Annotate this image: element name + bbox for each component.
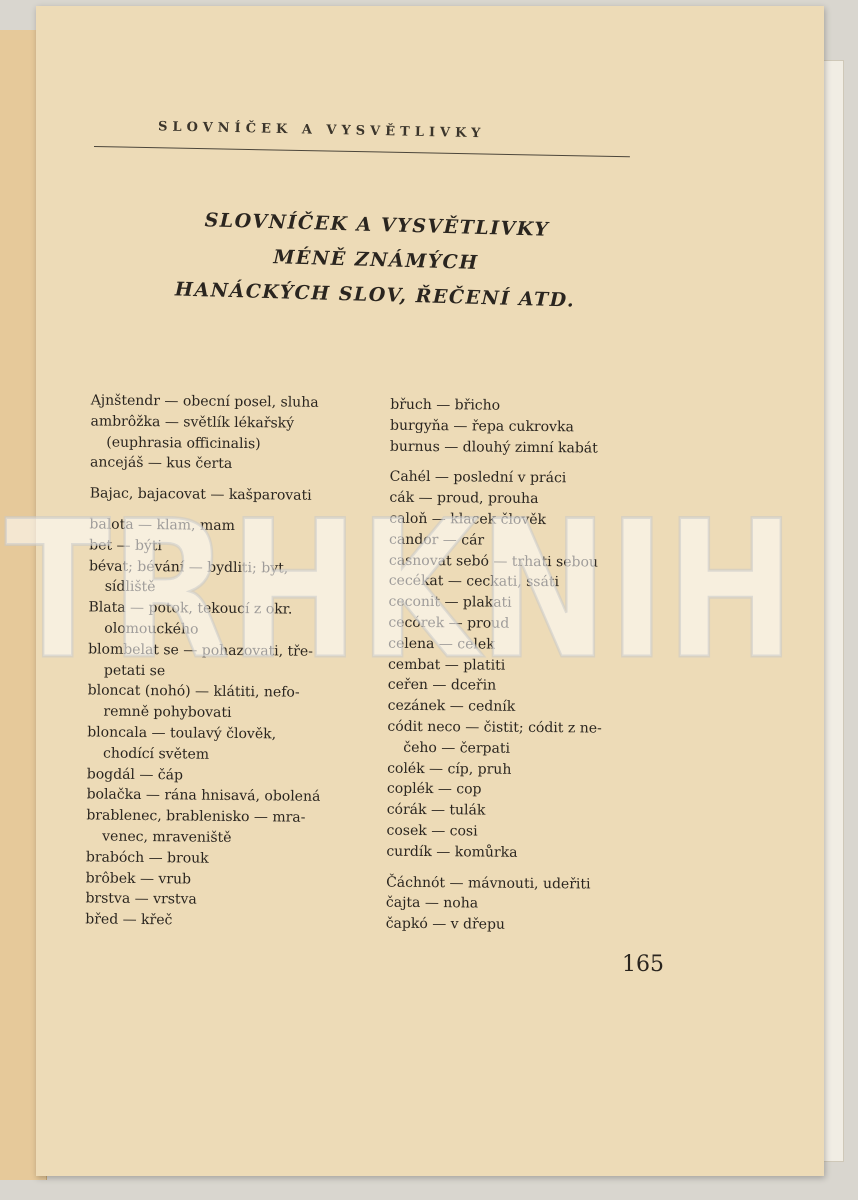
glossary-entry: cák — proud, prouha — [389, 489, 539, 508]
glossary-entry: břed — křeč — [85, 911, 173, 929]
running-head: SLOVNÍČEK A VYSVĚTLIVKY — [157, 119, 486, 142]
title-line: HANÁCKÝCH SLOV, ŘEČENÍ ATD. — [174, 278, 576, 312]
glossary-entry: burnus — dlouhý zimní kabát — [389, 438, 598, 457]
title-line: MÉNĚ ZNÁMÝCH — [273, 246, 479, 274]
watermark-text: TRHKNIH — [5, 480, 795, 678]
glossary-entry: bet — býti — [89, 537, 163, 554]
glossary-entry: brablenec, brablenisko — mra- — [86, 807, 306, 826]
glossary-entry-continuation: venec, mraveniště — [102, 828, 232, 846]
glossary-entry: Cahél — poslední v práci — [389, 469, 567, 487]
glossary-entry: córák — tulák — [386, 801, 486, 819]
glossary-entry-continuation: olomouckého — [104, 620, 199, 638]
book-page — [36, 6, 824, 1176]
glossary-entry: Ajnštendr — obecní posel, sluha — [90, 392, 319, 411]
glossary-entry: curdík — komůrka — [386, 843, 518, 861]
glossary-entry-continuation: remně pohybovati — [103, 703, 232, 722]
glossary-entry-continuation: (euphrasia officinalis) — [106, 434, 261, 452]
page-number: 165 — [622, 952, 664, 977]
title-line: SLOVNÍČEK A VYSVĚTLIVKY — [204, 209, 550, 241]
glossary-entry: bogdál — čáp — [86, 765, 184, 783]
glossary-entry: bolačka — rána hnisavá, obolená — [86, 786, 321, 806]
glossary-entry: cembat — platiti — [387, 656, 506, 674]
glossary-entry: códit neco — čistit; códit z ne- — [387, 718, 602, 737]
glossary-entry: balota — klam, mam — [89, 516, 235, 534]
glossary-entry: ambrôžka — světlík lékařský — [90, 413, 295, 432]
glossary-column-left — [85, 390, 391, 933]
glossary-entry: čajta — noha — [385, 895, 479, 912]
glossary-entry-continuation: sídliště — [104, 578, 156, 596]
glossary-entry-continuation: čeho — čerpati — [403, 739, 511, 757]
glossary-entry: cosek — cosi — [386, 822, 478, 840]
glossary-entry: břuch — břicho — [390, 396, 501, 414]
glossary-entry: colék — cíp, pruh — [387, 760, 512, 778]
glossary-entry: ceřen — dceřin — [387, 677, 497, 694]
glossary-entry: bloncala — toulavý člověk, — [87, 724, 277, 743]
glossary-entry: casnovat sebó — trhati sebou — [388, 552, 599, 571]
running-head-rule — [94, 146, 630, 157]
glossary-entry: brôbek — vrub — [85, 869, 192, 888]
glossary-entry-continuation: chodící světem — [102, 745, 210, 763]
glossary-entry: Blata — potok, tekoucí z okr. — [88, 599, 293, 618]
glossary-entry-continuation: petati se — [103, 662, 166, 679]
glossary-entry: cezánek — cedník — [387, 697, 516, 715]
glossary-entry: bévat; bévání — bydliti; byt, — [88, 558, 289, 577]
glossary-entry: Bajac, bajacovat — kašparovati — [89, 485, 312, 504]
glossary-entry: cecórek — proud — [388, 614, 510, 632]
glossary-entry: bloncat (nohó) — klátiti, nefo- — [87, 682, 300, 702]
glossary-entry: ceconit — plakati — [388, 593, 512, 611]
glossary-entry: coplék — cop — [386, 781, 482, 798]
glossary-entry: blombelat se — pohazovati, tře- — [88, 641, 314, 660]
glossary-entry: burgyňa — řepa cukrovka — [390, 417, 574, 436]
glossary-entry: brstva — vrstva — [85, 890, 197, 908]
glossary-entry: ancejáš — kus čerta — [89, 454, 233, 473]
glossary-entry: caloň — klacek člověk — [389, 510, 547, 529]
chapter-title — [165, 202, 588, 319]
glossary-entry: brabóch — brouk — [85, 849, 209, 867]
glossary-column-right — [386, 395, 691, 938]
glossary-entry: čapkó — v dřepu — [385, 915, 506, 933]
glossary-entry: candor — cár — [389, 531, 485, 549]
glossary-entry: cecékat — ceckati, ssáti — [388, 573, 560, 591]
glossary-entry: Čáchnót — mávnouti, udeřiti — [386, 874, 591, 892]
glossary-entry: celena — celek — [388, 635, 495, 653]
